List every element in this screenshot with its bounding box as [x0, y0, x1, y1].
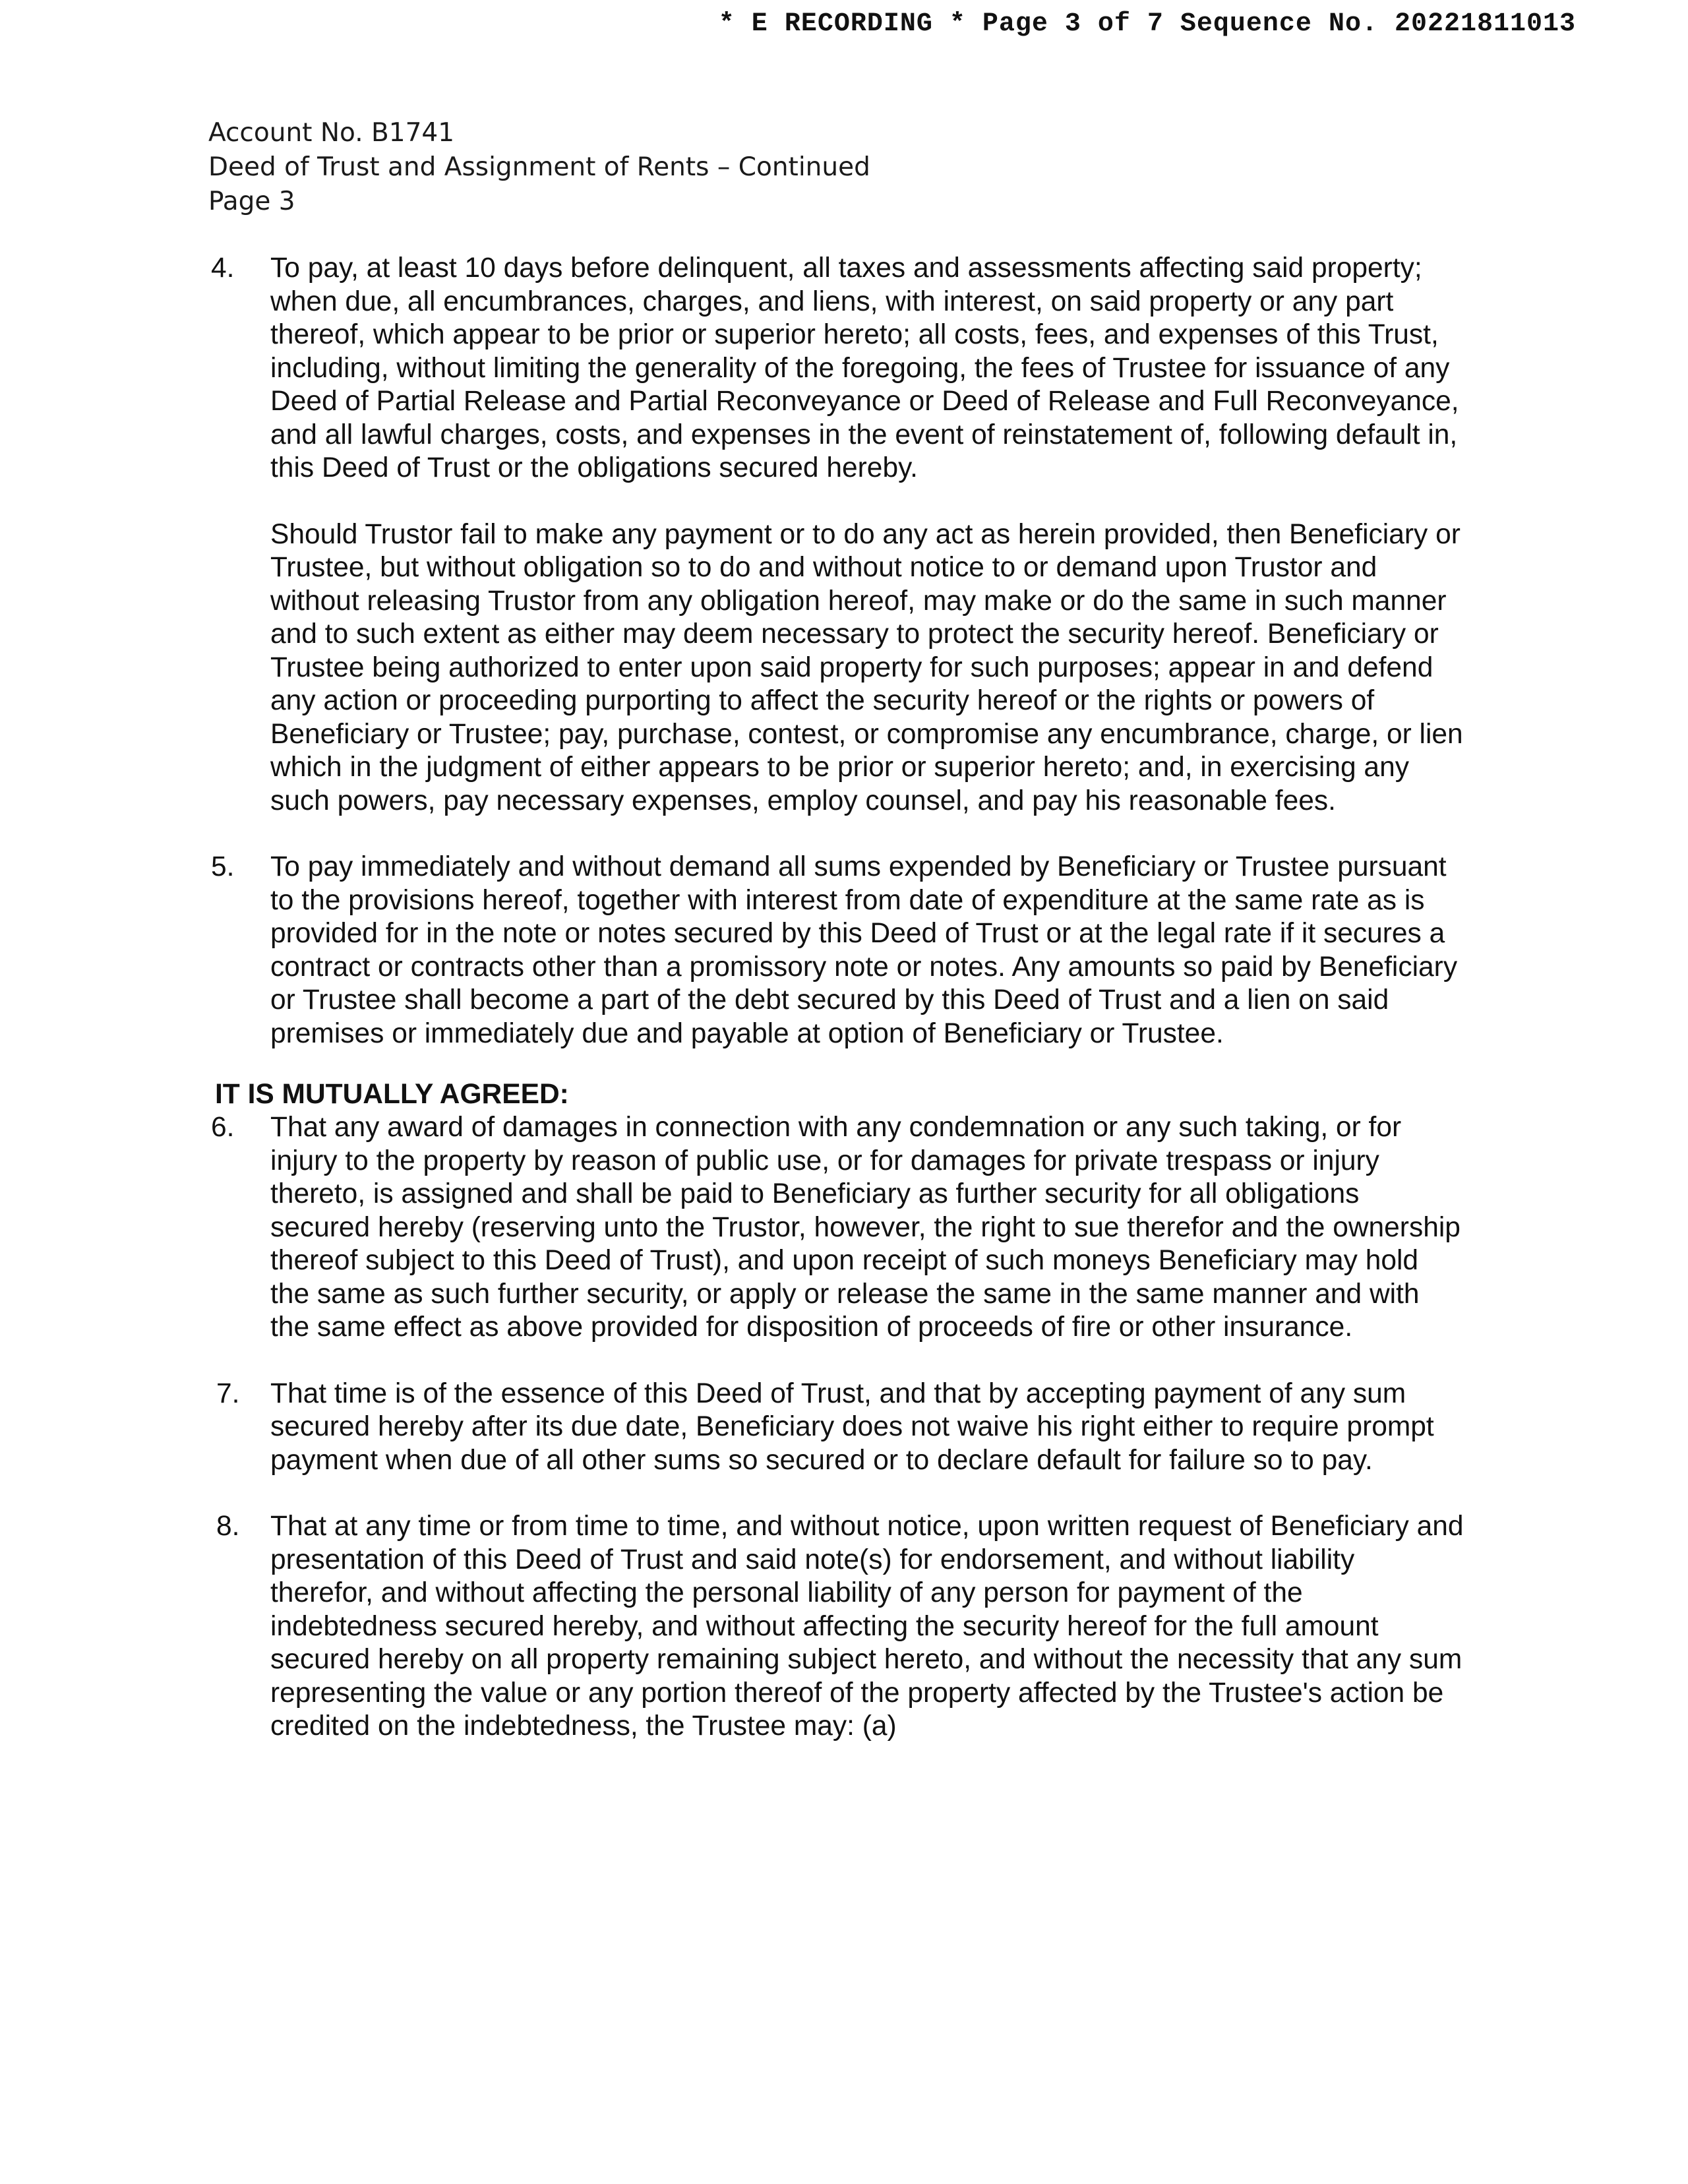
clause-number: 5. [211, 851, 235, 882]
clause-4 [211, 252, 1464, 818]
clause-paragraph: To pay immediately and without demand all sums expended by Beneficiary or Trustee pursuant to the provisions hereof, together with interest from date of expenditure at the same rate as is provided for in the note or notes secured by this Deed of Trust or at the legal rate if it secures a contract or contracts other than a promissory note or notes. Any amounts so paid by Beneficiary or Trustee shall become a part of the debt secured by this Deed of Trust and a lien on said premises or immediately due and payable at option of Beneficiary or Trustee. [270, 851, 1458, 1049]
section-heading: IT IS MUTUALLY AGREED: [215, 1079, 569, 1110]
clause-paragraph: That at any time or from time to time, and without notice, upon written request of Beneficiary and presentation of this Deed of Trust and said note(s) for endorsement, and without liability therefor, and without affecting the personal liability of any person for payment of the indebtedness secured hereby, and without affecting the security hereof for the full amount secured hereby on all property remaining subject hereto, and without the necessity that any sum representing the value or any portion thereof of the property affected by the Trustee's action be credited on the indebtedness, the Trustee may: (a) [270, 1511, 1464, 1742]
account-number: Account No. B1741 [208, 118, 455, 148]
clause-7 [211, 1378, 1464, 1478]
clause-5 [211, 851, 1464, 1050]
clause-number: 8. [216, 1511, 240, 1542]
document-header [208, 116, 870, 219]
recording-stamp: * E RECORDING * Page 3 of 7 Sequence No. 20221811013 [718, 9, 1576, 39]
page-label: Page 3 [208, 187, 295, 216]
clause-paragraph: That any award of damages in connection with any condemnation or any such taking, or for injury to the property by reason of public use, or for damages for private trespass or injury thereto, is assigned and shall be paid to Beneficiary as further security for all obligations secured hereby (reserving unto the Trustor, however, the right to sue therefor and the ownership thereof subject to this Deed of Trust), and upon receipt of such moneys Beneficiary may hold the same as such further security, or apply or release the same in the same manner and with the same effect as above provided for disposition of proceeds of fire or other insurance. [270, 1112, 1461, 1343]
document-title: Deed of Trust and Assignment of Rents – Continued [208, 152, 870, 182]
document-body [211, 252, 1464, 1776]
clause-number: 6. [211, 1112, 235, 1143]
clause-paragraph: That time is of the essence of this Deed of Trust, and that by accepting payment of any sum secured hereby after its due date, Beneficiary does not waive his right either to require prompt payment when due of all other sums so secured or to declare default for failure so to pay. [270, 1378, 1434, 1476]
clause-6 [211, 1111, 1464, 1345]
clause-number: 4. [211, 253, 235, 284]
clause-number: 7. [216, 1378, 240, 1409]
clause-paragraph: Should Trustor fail to make any payment or to do any act as herein provided, then Beneficiary or Trustee, but without obligation so to do and without notice to or demand upon Trustor and without releasing Trustor from any obligation hereof, may make or do the same in such manner and to such extent as either may deem necessary to protect the security hereof. Beneficiary or Trustee being authorized to enter upon said property for such purposes; appear in and defend any action or proceeding purporting to affect the security hereof or the rights or powers of Beneficiary or Trustee; pay, purchase, contest, or compromise any encumbrance, charge, or lien which in the judgment of either appears to be prior or superior hereto; and, in exercising any such powers, pay necessary expenses, employ counsel, and pay his reasonable fees. [270, 518, 1463, 816]
clause-paragraph: To pay, at least 10 days before delinquent, all taxes and assessments affecting said property; when due, all encumbrances, charges, and liens, with interest, on said property or any part thereof, which appear to be prior or superior hereto; all costs, fees, and expenses of this Trust, including, without limiting the generality of the foregoing, the fees of Trustee for issuance of any Deed of Partial Release and Partial Reconveyance or Deed of Release and Full Reconveyance, and all lawful charges, costs, and expenses in the event of reinstatement of, following default in, this Deed of Trust or the obligations secured hereby. [270, 253, 1459, 483]
clause-8 [211, 1510, 1464, 1744]
